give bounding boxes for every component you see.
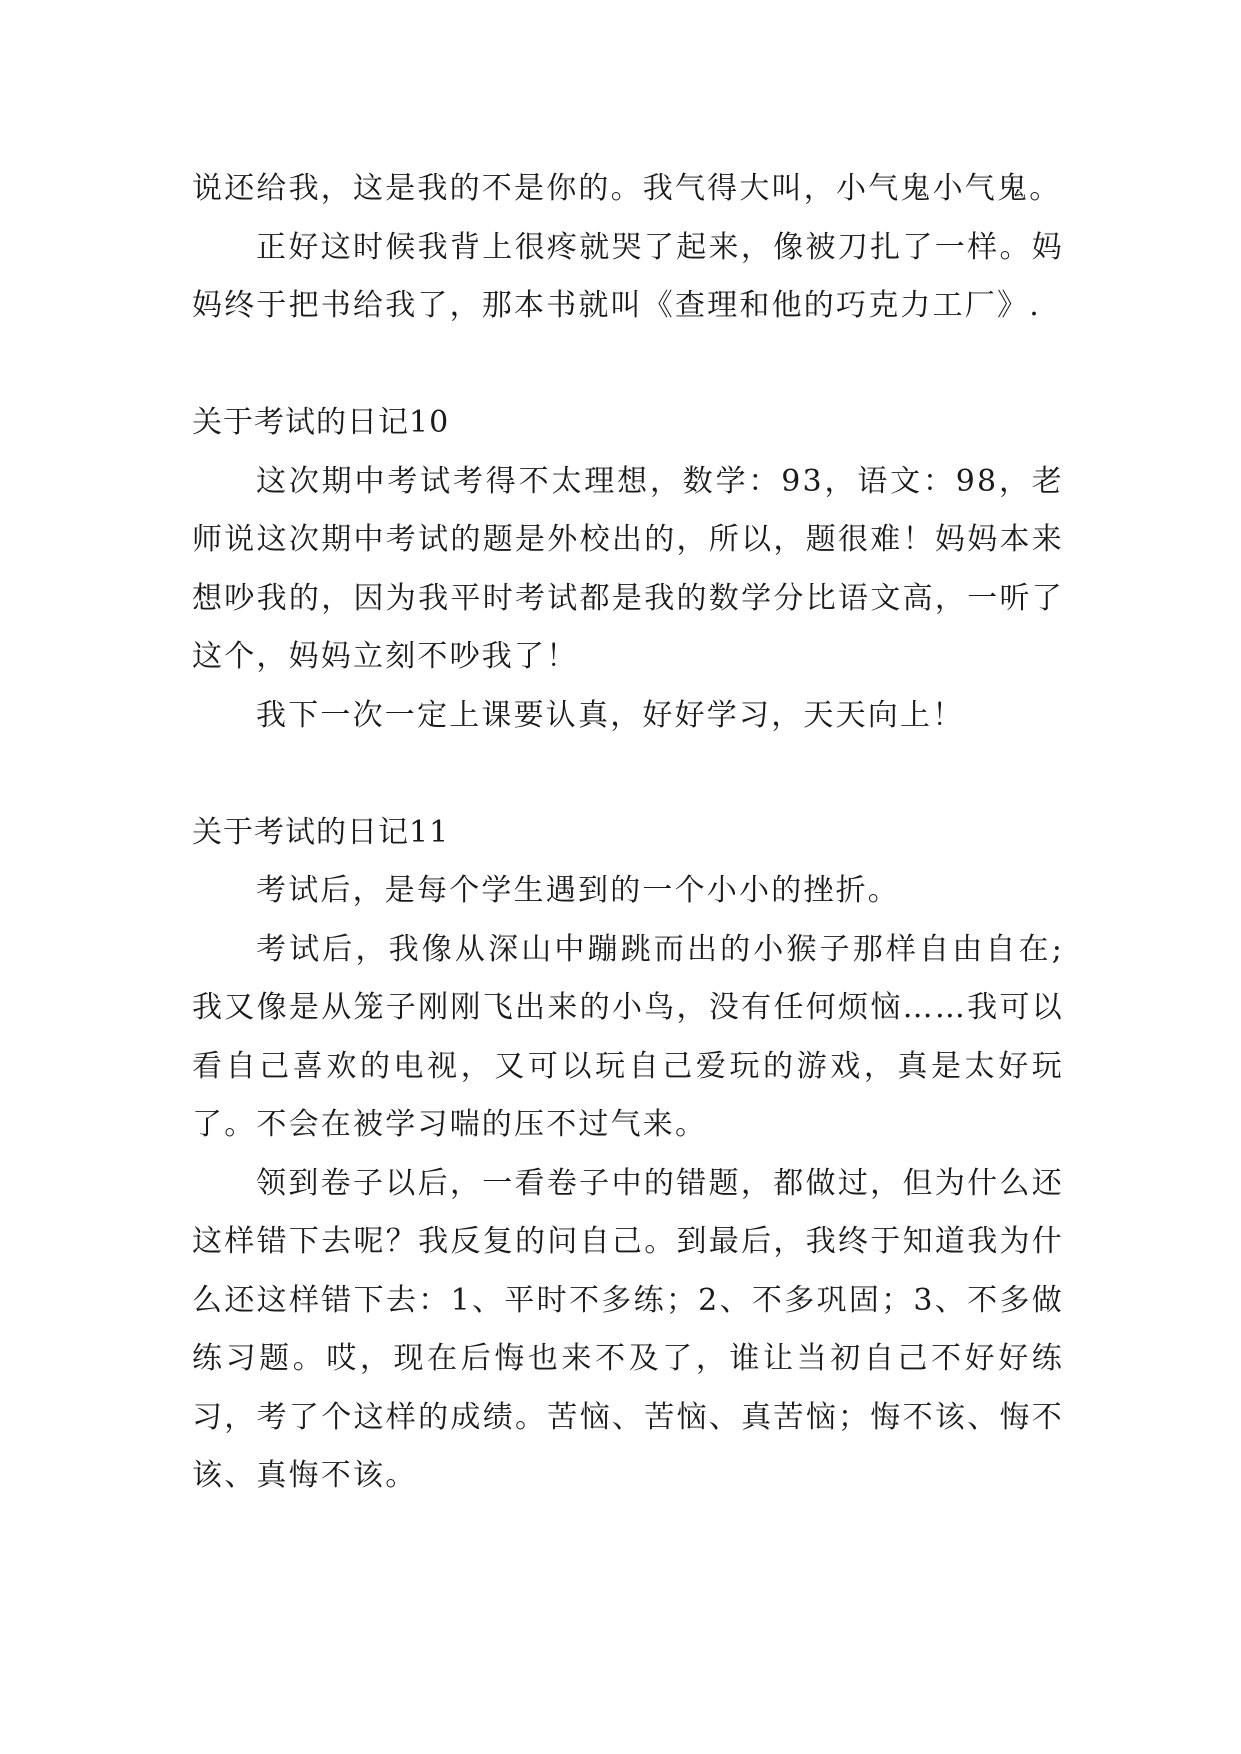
paragraph: 我下一次一定上课要认真，好好学习，天天向上！ <box>256 697 965 733</box>
paragraph: 正好这时候我背上很疼就哭了起来，像被刀扎了一样。妈妈终于把书给我了，那本书就叫《查理和他的巧克力工厂》. <box>192 229 1064 323</box>
paragraph: 说还给我，这是我的不是你的。我气得大叫，小气鬼小气鬼。 <box>192 171 1062 206</box>
paragraph: 这次期中考试考得不太理想，数学：93，语文：98，老师说这次期中考试的题是外校出的，所以，题很难！妈妈本来想吵我的，因为我平时考试都是我的数学分比语文高，一听了这个，妈妈立刻不吵我了！ <box>192 463 1065 674</box>
section-gap <box>192 745 1064 804</box>
paragraph: 领到卷子以后，一看卷子中的错题，都做过，但为什么还这样错下去呢？我反复的问自己。到最后，我终于知道我为什么还这样错下去：1、平时不多练；2、不多巩固；3、不多做练习题。哎，现在后悔也来不及了，谁让当初自己不好好练习，考了个这样的成绩。苦恼、苦恼、真苦恼；悔不该、悔不该、真悔不该。 <box>192 1165 1064 1493</box>
paragraph: 考试后，是每个学生遇到的一个小小的挫折。 <box>256 873 900 908</box>
section-gap <box>192 336 1064 395</box>
paragraph: 考试后，我像从深山中蹦跳而出的小猴子那样自由自在;我又像是从笼子刚刚飞出来的小鸟，没有任何烦恼……我可以看自己喜欢的电视，又可以玩自己爱玩的游戏，真是太好玩了。不会在被学习喘的压不过气来。 <box>192 931 1064 1142</box>
document-body <box>192 160 1064 1506</box>
section-title: 关于考试的日记11 <box>192 814 450 850</box>
section-title: 关于考试的日记10 <box>192 405 450 440</box>
